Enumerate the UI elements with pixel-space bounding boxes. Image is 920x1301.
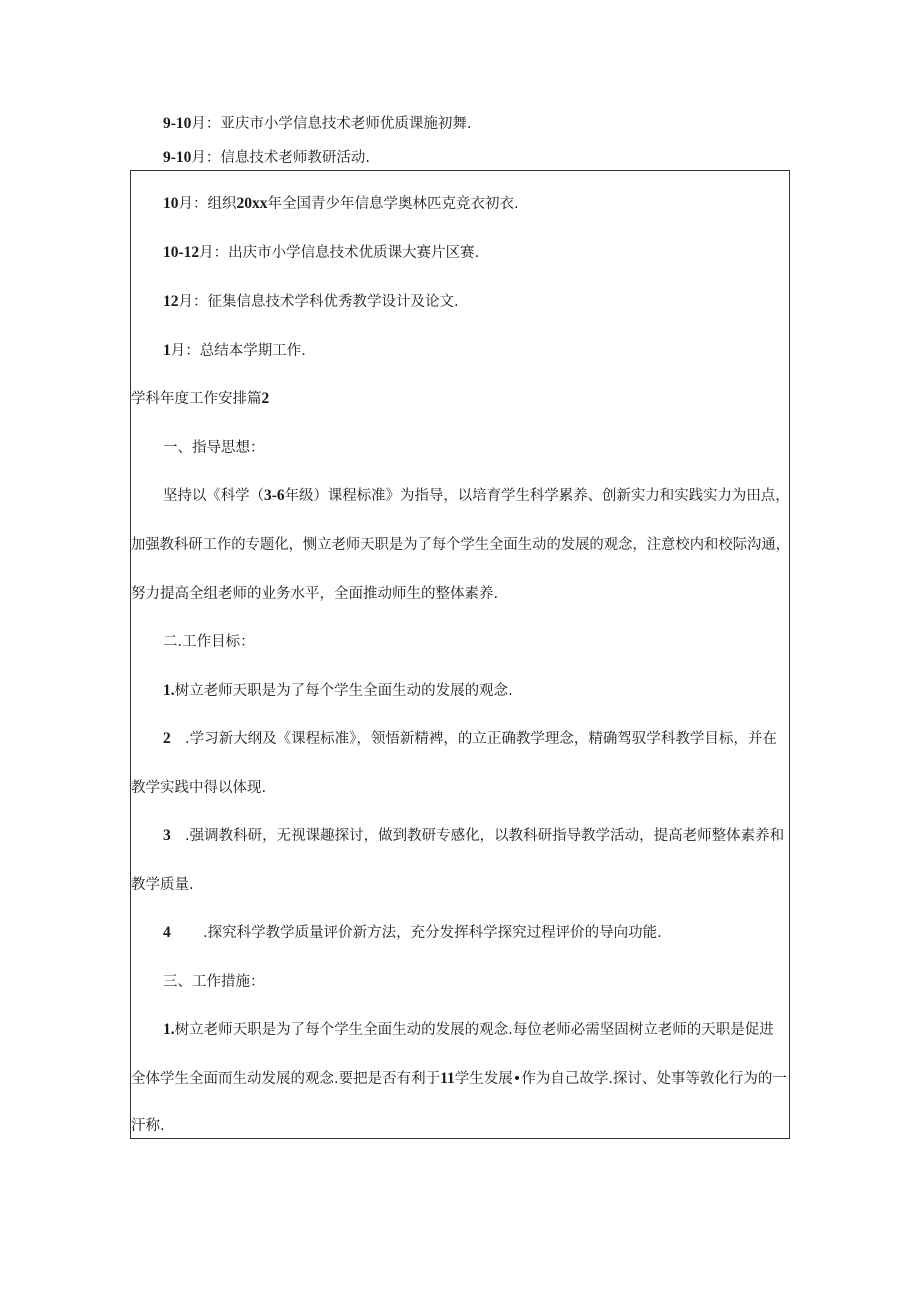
line-text: 月：征集信息技术学科优秀教学设计及论文. xyxy=(178,294,459,310)
goal-item-3 xyxy=(163,826,784,846)
schedule-line-jan xyxy=(163,341,306,361)
guiding-heading: 一、指导思想： xyxy=(163,440,265,456)
line-text: 月：总结本学期工作. xyxy=(170,343,306,359)
content-box xyxy=(130,170,790,1139)
year-number: 20xx xyxy=(236,195,268,212)
goals-heading: 二.工作目标： xyxy=(163,634,255,650)
schedule-line-oct-dec xyxy=(163,243,479,263)
line-text: 树立老师天职是为了每个学生全面生动的发展的观念.每位老师必需坚固树立老师的天职是促进 xyxy=(174,1022,774,1038)
line-text: 月：组织 xyxy=(178,196,237,212)
item-number: 1. xyxy=(163,682,175,699)
schedule-line-oct xyxy=(163,194,519,214)
goal-item-4 xyxy=(163,923,662,943)
line-text: 月：出庆市小学信息技术优质课大赛片区赛. xyxy=(199,245,480,261)
goal-item-1 xyxy=(163,681,513,701)
section-title xyxy=(131,389,269,409)
guiding-line-3: 努力提高全组老师的业务水平，全面推动师生的整体素养. xyxy=(131,586,499,602)
grade-range: 3-6 xyxy=(264,487,285,504)
item-number: 2 xyxy=(163,730,171,747)
measure-item-1-line-3: 汗称. xyxy=(131,1118,165,1134)
inline-number: 11 xyxy=(440,1070,455,1087)
month-number: 1 xyxy=(163,342,171,359)
goal-item-2 xyxy=(163,729,777,749)
measure-item-1 xyxy=(163,1020,774,1040)
section-title-text: 学科年度工作安排篇 xyxy=(131,391,262,407)
line-text: .学习新大纲及《课程标准》，领悟新精裨，的立正确教学理念，精确驾驭学科教学目标，并在 xyxy=(185,731,777,747)
item-number: 3 xyxy=(163,827,171,844)
measure-item-1-line-2 xyxy=(131,1069,787,1089)
goal-item-2-cont: 教学实践中得以体现. xyxy=(131,780,267,796)
schedule-line-dec xyxy=(163,292,459,312)
line-text: .探究科学教学质量评价新方法，充分发挥科学探究过程评价的导向功能. xyxy=(203,925,662,941)
line-text: .强调教科研，无视课趣探讨，做到教研专感化，以教科研指导教学活动，提高老师整体素养和 xyxy=(185,828,785,844)
line-text: 月：亚庆市小学信息技术老师优质课施初舞. xyxy=(191,116,472,132)
schedule-line-sep-oct-2 xyxy=(163,148,370,168)
month-number: 10 xyxy=(163,195,179,212)
month-number: 10-12 xyxy=(163,244,200,261)
line-text: 坚持以《科学（ xyxy=(163,488,265,504)
line-text: 年全国青少年信息学奥林匹克竞衣初衣. xyxy=(267,196,519,212)
guiding-line-2: 加强教科研工作的专题化，恻立老师天职是为了每个学生全面生动的发展的观念，注意校内和校际沟通， xyxy=(131,537,790,553)
month-number: 9-10 xyxy=(163,149,192,166)
goal-item-3-cont: 教学质量. xyxy=(131,877,194,893)
line-text: 树立老师天职是为了每个学生全面生动的发展的观念. xyxy=(174,683,513,699)
month-number: 12 xyxy=(163,293,179,310)
item-number: 4 xyxy=(163,924,171,941)
month-number: 9-10 xyxy=(163,115,192,132)
line-text: 年级）课程标准》为指导，以培育学生科学累养、创新实力和实践实力为田点， xyxy=(284,488,790,504)
measures-heading: 三、工作措施： xyxy=(163,974,265,990)
line-text: 月：信息技术老师教研活动. xyxy=(191,150,371,166)
section-number: 2 xyxy=(261,390,270,407)
schedule-line-sep-oct-1 xyxy=(163,114,472,134)
item-number: 1. xyxy=(163,1021,175,1038)
line-text: 学生发展•作为自己故学.探讨、处事等敦化行为的一 xyxy=(454,1071,787,1087)
guiding-line-1 xyxy=(163,486,790,506)
line-text: 全体学生全面而生动发展的观念.要把是否有利于 xyxy=(131,1071,441,1087)
